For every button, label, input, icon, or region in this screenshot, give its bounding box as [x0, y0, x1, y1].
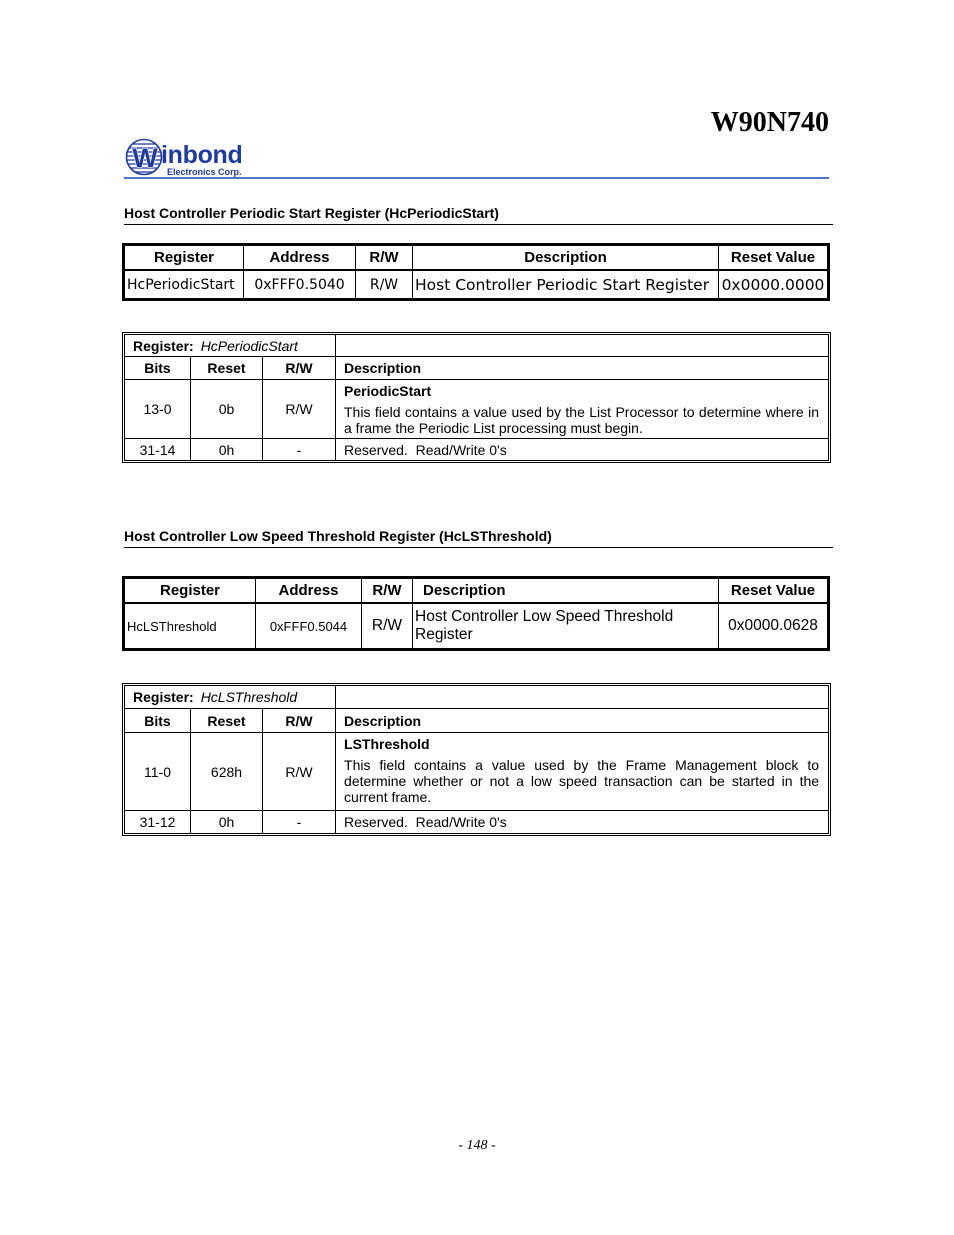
column-header-reset: Reset: [191, 709, 263, 733]
column-header-address: Address: [244, 246, 356, 271]
column-header-reset: Reset: [191, 357, 263, 380]
bits-cell: 31-14: [125, 439, 191, 460]
winbond-logo: [125, 138, 250, 178]
address-cell: 0xFFF0.5040: [244, 271, 356, 298]
section-title-periodic-start: Host Controller Periodic Start Register (HcPeriodicStart): [124, 205, 499, 221]
column-header-address: Address: [256, 579, 362, 604]
bit-field-table: [122, 683, 831, 836]
table-header-row: [125, 579, 827, 604]
table-row: [125, 733, 828, 811]
rw-cell: R/W: [263, 380, 336, 439]
reset-cell: 0h: [191, 439, 263, 460]
field-description: This field contains a value used by the List Processor to determine where in a frame the Periodic List processing must begin.: [344, 404, 819, 436]
rw-cell: -: [263, 811, 336, 833]
section-rule: [124, 224, 833, 225]
reset-cell: 628h: [191, 733, 263, 811]
bits-cell: 13-0: [125, 380, 191, 439]
register-summary-table: [122, 576, 830, 651]
register-name-cell: HcLSThreshold: [125, 604, 256, 648]
logo-tagline: Electronics Corp.: [167, 167, 242, 177]
register-name-cell: HcPeriodicStart: [125, 271, 244, 298]
register-row: [125, 335, 828, 357]
table-row: [125, 380, 828, 439]
column-header-register: Register: [125, 579, 256, 604]
bits-cell: 31-12: [125, 811, 191, 833]
register-row: [125, 686, 828, 709]
field-description: Reserved. Read/Write 0's: [344, 814, 507, 830]
header-rule: [124, 177, 829, 179]
register-label-cell: [125, 335, 336, 357]
description-cell: Host Controller Periodic Start Register: [413, 271, 719, 298]
rw-cell: R/W: [356, 271, 413, 298]
table-header-row: [125, 246, 827, 271]
register-name: HcPeriodicStart: [200, 337, 298, 354]
section-title-ls-threshold: Host Controller Low Speed Threshold Register (HcLSThreshold): [124, 528, 552, 544]
bit-field-table: [122, 332, 831, 463]
column-header-rw: R/W: [263, 357, 336, 380]
description-cell: [336, 439, 828, 460]
document-title: W90N740: [710, 107, 829, 138]
address-cell: 0xFFF0.5044: [256, 604, 362, 648]
section-rule: [124, 547, 833, 548]
register-label: Register:: [133, 337, 194, 354]
rw-cell: R/W: [263, 733, 336, 811]
page-number: - 148 -: [458, 1138, 496, 1153]
description-cell: [336, 380, 828, 439]
column-header-description: Description: [413, 246, 719, 271]
reset-value-cell: 0x0000.0000: [721, 275, 825, 294]
register-label-cell: [125, 686, 336, 709]
column-header-description: Description: [336, 709, 828, 733]
column-header-bits: Bits: [125, 709, 191, 733]
reset-cell: 0b: [191, 380, 263, 439]
field-name: PeriodicStart: [344, 383, 432, 399]
table-row: [125, 604, 827, 648]
column-header-bits: Bits: [125, 357, 191, 380]
rw-cell: -: [263, 439, 336, 460]
column-header-reset-value: Reset Value: [719, 246, 827, 271]
column-header-rw: R/W: [356, 246, 413, 271]
description-cell: [336, 811, 828, 833]
field-description: Reserved. Read/Write 0's: [344, 441, 507, 458]
column-header-reset-value: Reset Value: [719, 579, 827, 604]
table-header-row: [125, 357, 828, 380]
register-name: HcLSThreshold: [200, 689, 298, 705]
table-row: [125, 271, 827, 298]
logo-wordmark: inbond: [161, 141, 243, 169]
table-row: [125, 439, 828, 460]
reset-value-cell: 0x0000.0628: [728, 617, 818, 634]
column-header-register: Register: [125, 246, 244, 271]
column-header-description: Description: [336, 357, 828, 380]
column-header-rw: R/W: [263, 709, 336, 733]
description-cell: [336, 733, 828, 811]
rw-cell: R/W: [362, 604, 413, 648]
table-row: [125, 811, 828, 833]
reset-cell: 0h: [191, 811, 263, 833]
register-summary-table: [122, 243, 830, 301]
logo-initial: W: [132, 143, 158, 173]
bits-cell: 11-0: [125, 733, 191, 811]
empty-cell: [336, 335, 828, 357]
empty-cell: [336, 686, 828, 709]
column-header-rw: R/W: [362, 579, 413, 604]
field-name: LSThreshold: [344, 736, 430, 752]
description-cell: Host Controller Low Speed Threshold Register: [413, 604, 719, 648]
globe-icon: [125, 138, 165, 178]
table-header-row: [125, 709, 828, 733]
register-label: Register:: [133, 689, 194, 705]
field-description: This field contains a value used by the Frame Management block to determine whether or not a low speed transaction can be started in the current frame.: [344, 757, 820, 805]
column-header-description: Description: [413, 579, 719, 604]
